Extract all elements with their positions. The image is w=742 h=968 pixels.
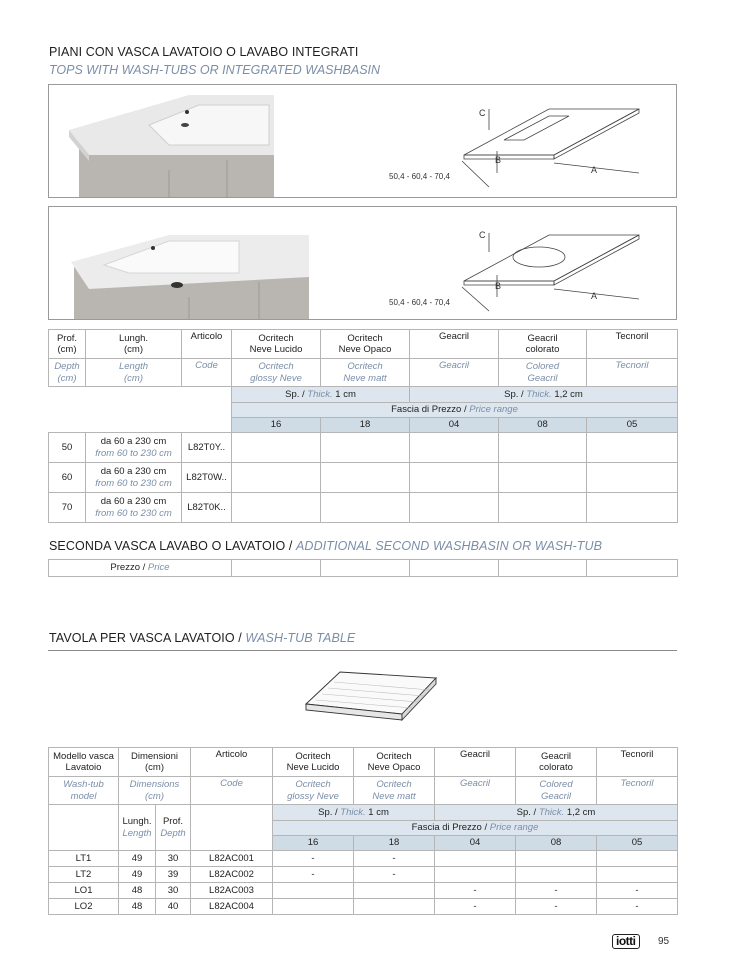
product-image-washtub (48, 84, 677, 198)
price-range-label: Fascia di Prezzo / Price range (273, 821, 678, 836)
header-tecnoril-en: Tecnoril (597, 777, 678, 805)
table-row (49, 463, 678, 493)
price-code: 04 (410, 418, 499, 433)
header-model: Modello vasca Lavatoio (49, 748, 119, 777)
row-price (516, 867, 597, 883)
price-codes-row (49, 418, 678, 433)
thickness-1cm: Sp. / Thick. 1 cm (273, 805, 435, 821)
price-range-row (49, 403, 678, 418)
row-depth: 60 (49, 463, 86, 493)
price-code: 16 (232, 418, 321, 433)
row-price: - (597, 883, 678, 899)
section3-title: TAVOLA PER VASCA LAVATOIO / WASH-TUB TABLE (49, 631, 356, 645)
row-price: - (435, 899, 516, 915)
subheader-depth: Prof. Depth (156, 805, 191, 851)
header-geacril: Geacril (435, 748, 516, 777)
table-row (49, 493, 678, 523)
table-row (49, 899, 678, 915)
section1-title: PIANI CON VASCA LAVATOIO O LAVABO INTEGRATI (49, 45, 359, 59)
header-row-en (49, 777, 678, 805)
price-code: 18 (354, 836, 435, 851)
header-model-en: Wash-tub model (49, 777, 119, 805)
row-code: L82AC003 (191, 883, 273, 899)
washtub-table-illustration (300, 664, 440, 736)
header-geacril-en: Geacril (410, 359, 499, 387)
row-price (354, 883, 435, 899)
header-ocritech-lucido: Ocritech Neve Lucido (273, 748, 354, 777)
price-table-tops (48, 329, 678, 523)
row-price (597, 867, 678, 883)
dim-label-c: C (479, 230, 486, 240)
price-code: 05 (587, 418, 678, 433)
washbasin-top-illustration (49, 207, 677, 320)
row-depth: 30 (156, 883, 191, 899)
dim-depth-label: 50,4 - 60,4 - 70,4 (389, 172, 450, 181)
price-code: 05 (597, 836, 678, 851)
header-geacril-colorato: Geacril colorato (499, 330, 587, 359)
price-range-label: Fascia di Prezzo / Price range (232, 403, 678, 418)
header-ocritech-glossy-en: Ocritech glossy Neve (273, 777, 354, 805)
section-divider (48, 650, 677, 651)
header-dimensions-en: Dimensions (cm) (119, 777, 191, 805)
row-price: - (273, 867, 354, 883)
header-row-it (49, 330, 678, 359)
dim-label-b: B (495, 155, 502, 165)
header-geacril-en: Geacril (435, 777, 516, 805)
brand-logo: iotti (612, 934, 640, 949)
row-depth: 50 (49, 433, 86, 463)
header-geacril-colorato: Geacril colorato (516, 748, 597, 777)
thickness-1cm: Sp. / Thick. 1 cm (232, 387, 410, 403)
section1-subtitle: TOPS WITH WASH-TUBS OR INTEGRATED WASHBASIN (49, 63, 381, 77)
row-code: L82T0Y.. (182, 433, 232, 463)
header-row-en (49, 359, 678, 387)
header-ocritech-matt-en: Ocritech Neve matt (321, 359, 410, 387)
price-code: 04 (435, 836, 516, 851)
row-price (273, 883, 354, 899)
header-ocritech-matt-en: Ocritech Neve matt (354, 777, 435, 805)
section2-title: SECONDA VASCA LAVABO O LAVATOIO / ADDITIONAL SECOND WASHBASIN OR WASH-TUB (49, 539, 603, 553)
row-model: LO2 (49, 899, 119, 915)
table-row (49, 883, 678, 899)
row-model: LT2 (49, 867, 119, 883)
header-code-en: Code (182, 359, 232, 387)
price-code: 08 (516, 836, 597, 851)
thickness-row (49, 805, 678, 821)
row-length: da 60 a 230 cm from 60 to 230 cm (86, 493, 182, 523)
row-price (435, 867, 516, 883)
row-code: L82AC001 (191, 851, 273, 867)
header-tecnoril-en: Tecnoril (587, 359, 678, 387)
dim-label-a: A (591, 165, 598, 175)
table-row (49, 851, 678, 867)
price-label: Prezzo / Price (49, 560, 232, 577)
dim-label-b: B (495, 281, 502, 291)
row-price (597, 851, 678, 867)
row-price (435, 851, 516, 867)
row-code: L82AC002 (191, 867, 273, 883)
header-ocritech-lucido: Ocritech Neve Lucido (232, 330, 321, 359)
subheader-length: Lungh. Length (119, 805, 156, 851)
row-price (354, 899, 435, 915)
row-length: 49 (119, 851, 156, 867)
second-basin-price-table (48, 559, 678, 577)
row-length: da 60 a 230 cm from 60 to 230 cm (86, 433, 182, 463)
header-geacril: Geacril (410, 330, 499, 359)
header-code: Articolo (191, 748, 273, 777)
row-depth: 30 (156, 851, 191, 867)
row-length: 48 (119, 883, 156, 899)
row-price: - (354, 851, 435, 867)
row-code: L82T0W.. (182, 463, 232, 493)
header-code: Articolo (182, 330, 232, 359)
header-code-en: Code (191, 777, 273, 805)
header-ocritech-opaco: Ocritech Neve Opaco (321, 330, 410, 359)
header-tecnoril: Tecnoril (597, 748, 678, 777)
header-ocritech-opaco: Ocritech Neve Opaco (354, 748, 435, 777)
row-price: - (516, 899, 597, 915)
price-table-washtub-table (48, 747, 678, 915)
row-code: L82AC004 (191, 899, 273, 915)
thickness-row (49, 387, 678, 403)
header-depth: Prof. (cm) (49, 330, 86, 359)
row-price: - (273, 851, 354, 867)
row-model: LT1 (49, 851, 119, 867)
thickness-1-2cm: Sp. / Thick. 1,2 cm (410, 387, 678, 403)
header-colored-geacril-en: Colored Geacril (499, 359, 587, 387)
row-code: L82T0K.. (182, 493, 232, 523)
header-depth-en: Depth (cm) (49, 359, 86, 387)
price-code: 18 (321, 418, 410, 433)
header-colored-geacril-en: Colored Geacril (516, 777, 597, 805)
dim-label-c: C (479, 108, 486, 118)
thickness-1-2cm: Sp. / Thick. 1,2 cm (435, 805, 678, 821)
washtub-top-illustration (49, 85, 677, 198)
row-price: - (597, 899, 678, 915)
dim-label-a: A (591, 291, 598, 301)
header-dimensions: Dimensioni (cm) (119, 748, 191, 777)
page-number: 95 (658, 936, 670, 947)
header-ocritech-glossy-en: Ocritech glossy Neve (232, 359, 321, 387)
header-length-en: Length (cm) (86, 359, 182, 387)
row-price (273, 899, 354, 915)
row-length: da 60 a 230 cm from 60 to 230 cm (86, 463, 182, 493)
row-price: - (516, 883, 597, 899)
row-depth: 40 (156, 899, 191, 915)
row-depth: 39 (156, 867, 191, 883)
table-row (49, 433, 678, 463)
product-image-washbasin (48, 206, 677, 320)
price-code: 08 (499, 418, 587, 433)
header-tecnoril: Tecnoril (587, 330, 678, 359)
row-depth: 70 (49, 493, 86, 523)
header-length: Lungh. (cm) (86, 330, 182, 359)
row-length: 48 (119, 899, 156, 915)
row-length: 49 (119, 867, 156, 883)
table-row (49, 867, 678, 883)
row-price (516, 851, 597, 867)
row-price: - (354, 867, 435, 883)
row-model: LO1 (49, 883, 119, 899)
row-price: - (435, 883, 516, 899)
price-code: 16 (273, 836, 354, 851)
dim-depth-label: 50,4 - 60,4 - 70,4 (389, 298, 450, 307)
header-row-it (49, 748, 678, 777)
